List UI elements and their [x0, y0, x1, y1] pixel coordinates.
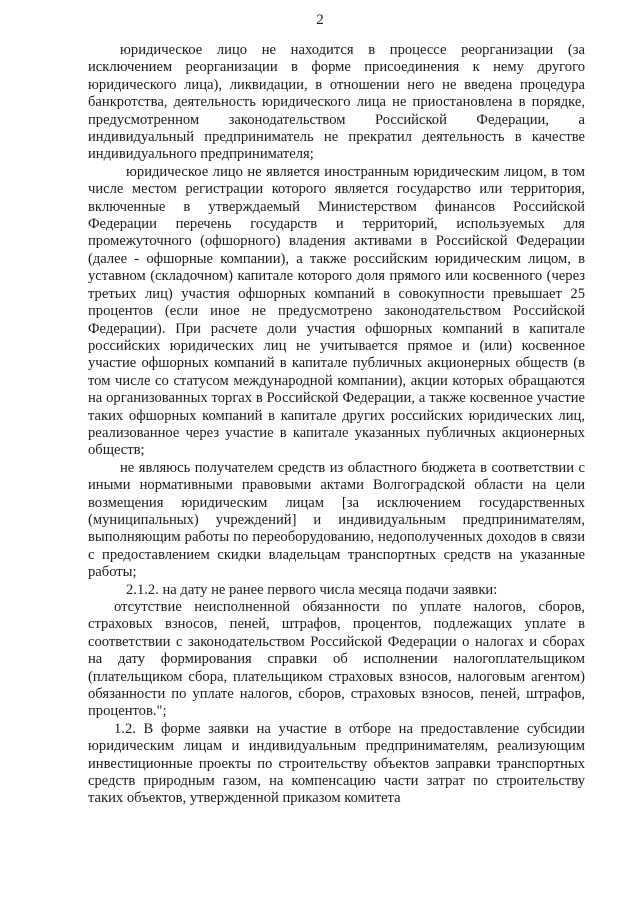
paragraph-reorganization: юридическое лицо не находится в процессе реорганизации (за исключением реорганизации в форме присоединения к нему другого юридического лица), ликвидации, в отношении него не введена процедура банкротства, деятельность юридического лица не приостановлена в порядке, предусмотренном законодательством Российской Федерации, а индивидуальный предприниматель не прекратил деятельность в качестве индивидуального предпринимателя; — [88, 42, 585, 163]
paragraph-clause-1-2: 1.2. В форме заявки на участие в отборе на предоставление субсидии юридическим лицам и индивидуальным предпринимателям, реализующим инвестиционные проекты по строительству объектов заправки транспортных средств природным газом, на компенсацию части затрат по строительству таких объектов, утвержденной приказом комитета — [88, 720, 585, 807]
document-body — [88, 42, 585, 808]
paragraph-offshore: юридическое лицо не является иностранным юридическим лицом, в том числе местом регистрации которого является государство или территория, включенные в утверждаемый Министерством финансов Российской Федерации перечень государств и территорий, используемых для промежуточного (офшорного) владения активами в Российской Федерации (далее - офшорные компании), а также российским юридическим лицом, в уставном (складочном) капитале которого доля прямого или косвенного (через третьих лиц) участия офшорных компаний в совокупности превышает 25 процентов (если иное не предусмотрено законодательством Российской Федерации). При расчете доли участия офшорных компаний в капитале российских юридических лиц не учитывается прямое и (или) косвенное участие офшорных компаний в капитале публичных акционерных обществ (в том числе со статусом международной компании), акции которых обращаются на организованных торгах в Российской Федерации, а также косвенное участие таких офшорных компаний в капитале других российских юридических лиц, реализованное через участие в капитале указанных публичных акционерных обществ; — [88, 163, 585, 459]
paragraph-budget-recipient: не являюсь получателем средств из областного бюджета в соответствии с иными нормативными правовыми актами Волгоградской области на цели возмещения юридическим лицам [за исключением государственных (муниципальных) учреждений] и индивидуальным предпринимателям, выполняющим работы по переоборудованию, недополученных доходов в связи с предоставлением скидки владельцам транспортных средств на указанные работы; — [88, 459, 585, 581]
paragraph-clause-2-1-2: 2.1.2. на дату не ранее первого числа месяца подачи заявки: — [126, 581, 498, 598]
paragraph-tax-obligations: отсутствие неисполненной обязанности по уплате налогов, сборов, страховых взносов, пеней, штрафов, процентов, подлежащих уплате в соответствии с законодательством Российской Федерации о налогах и сборах на дату формирования справки об исполнении налогоплательщиком (плательщиком сбора, плательщиком страховых взносов, налоговым агентом) обязанности по уплате налогов, сборов, страховых взносов, пеней, штрафов, процентов."; — [88, 599, 585, 720]
page-number: 2 — [316, 12, 324, 28]
